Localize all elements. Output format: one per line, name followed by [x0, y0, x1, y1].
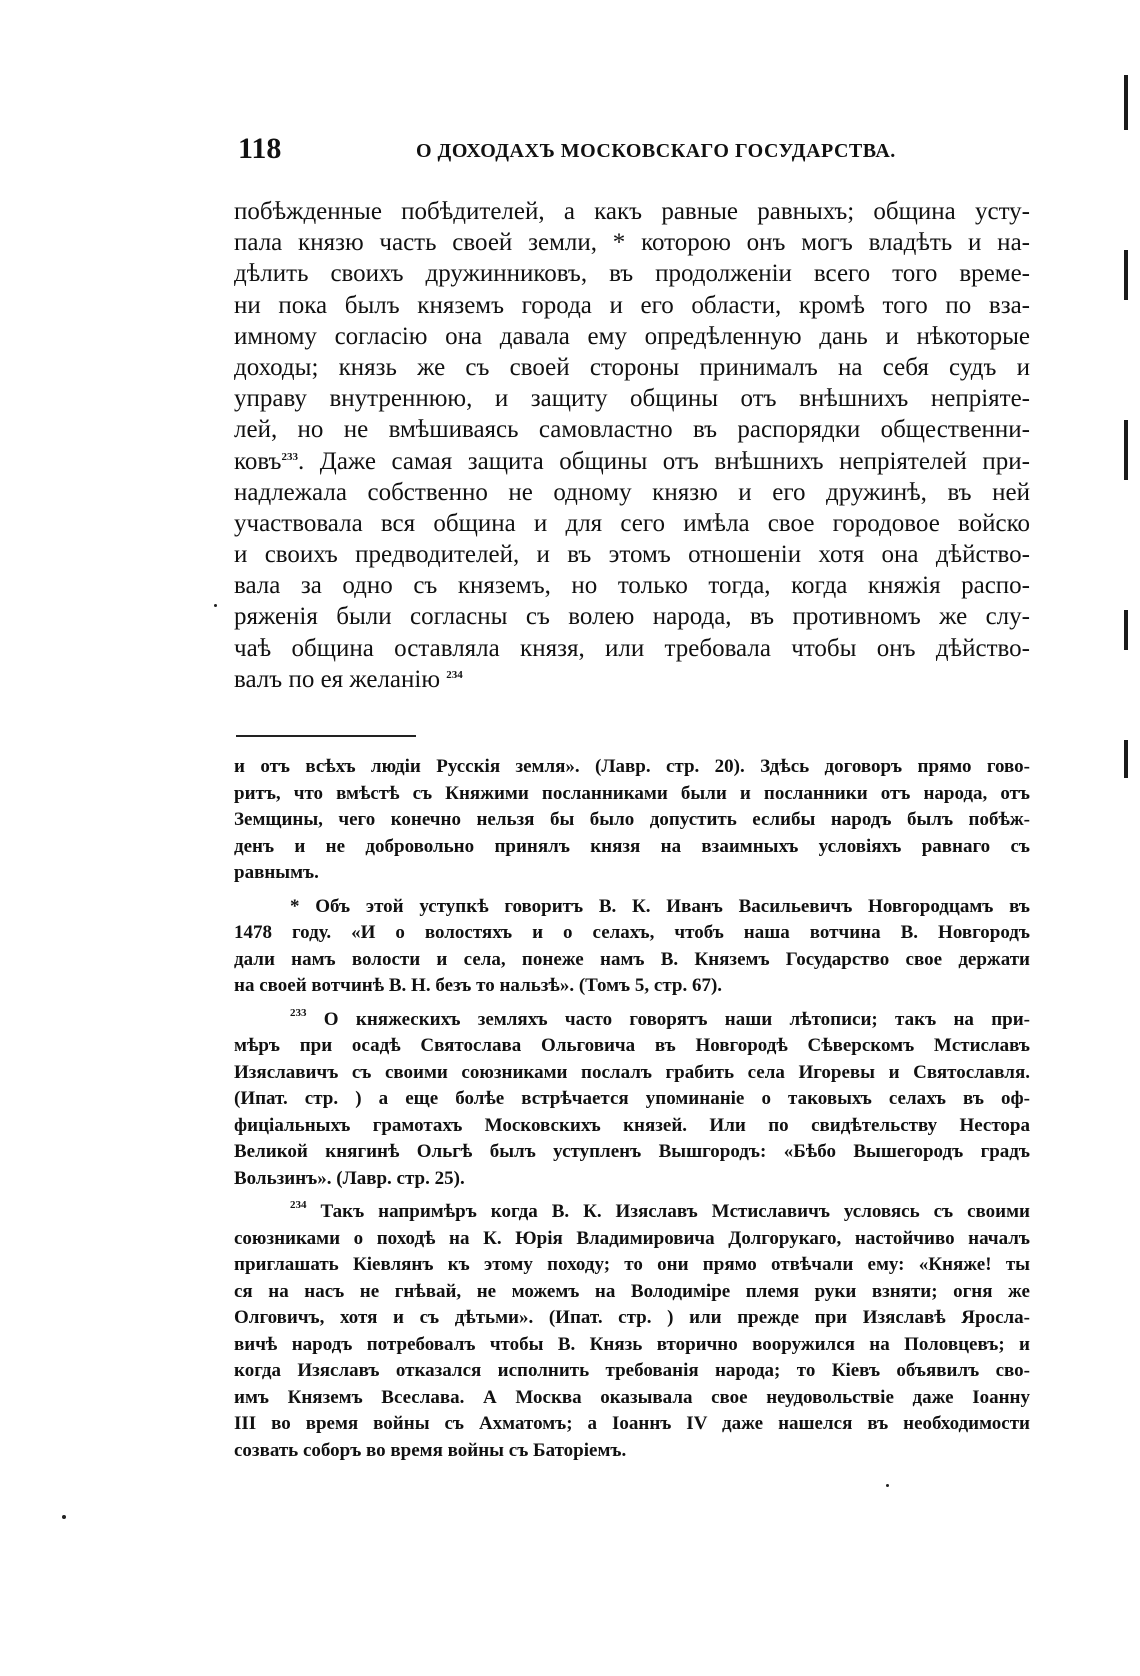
running-head: О ДОХОДАХЪ МОСКОВСКАГО ГОСУДАРСТВА. [416, 140, 896, 162]
text-line: надлежала собственно не одному князю и его дружинѣ, въ ней [234, 478, 1030, 506]
page-header [238, 128, 1028, 168]
footnotes [234, 754, 1030, 1471]
scan-speck [886, 1484, 889, 1487]
footnote-ref-234: 234 [446, 668, 463, 681]
text-line: пала князю часть своей земли, * которою онъ могъ владѣть и на- [234, 229, 1030, 257]
text-line: участвовала вся община и для сего имѣла свое городовое войско [234, 509, 1030, 537]
footnote-line: ся на насъ не гнѣвай, не можемъ на Володиміре племя руки взняти; огня же [234, 1280, 1030, 1302]
footnote-line: равнымъ. [234, 862, 319, 883]
footnote-line: союзниками о походѣ на К. Юрія Владимировича Долгорукаго, настойчиво началъ [234, 1227, 1030, 1249]
footnote-ref-233: 233 [281, 450, 298, 463]
text-line: управу внутреннюю, и защиту общины отъ внѣшнихъ непріяте- [234, 385, 1030, 413]
footnote-line: * Объ этой уступкѣ говоритъ В. К. Иванъ Васильевичъ Новгородцамъ въ [290, 895, 1030, 917]
main-text [234, 196, 1030, 695]
scan-edge-mark [1124, 250, 1128, 300]
page-number: 118 [238, 132, 282, 165]
text-line: доходы; князь же съ своей стороны принималъ на себя судъ и [234, 353, 1030, 381]
scan-edge-mark [1124, 610, 1128, 650]
footnote-line: вичѣ народъ потребовалъ чтобы В. Князь вторично вооружился на Половцевъ; и [234, 1333, 1030, 1355]
text-fragment: валъ по ея желанію [234, 665, 441, 693]
text-line-with-ref [234, 446, 1030, 477]
text-line: лей, но не вмѣшиваясь самовластно въ распорядки общественни- [234, 416, 1030, 444]
footnote-line: Земщины, чего конечно нельзя бы было допустить еслибы народъ былъ побѣж- [234, 809, 1030, 830]
footnote-mark-234: 234 [290, 1199, 307, 1211]
text-line: ряженія были согласны съ волею народа, въ противномъ же слу- [234, 603, 1030, 631]
footnote-line: мѣръ при осадѣ Святослава Ольговича въ Новгородѣ Сѣверскомъ Мстиславъ [234, 1035, 1030, 1056]
footnote-line [234, 1199, 1030, 1226]
footnote-line: ритъ, что вмѣстѣ съ Княжими посланниками были и посланники отъ народа, отъ [234, 782, 1030, 804]
text-line: побѣжденные побѣдителей, а какъ равные равныхъ; община усту- [234, 198, 1030, 225]
text-fragment: ковъ [234, 447, 282, 475]
footnote-line: Изяславичъ съ своими союзниками послалъ грабить села Игоревы и Святославля. [234, 1061, 1030, 1083]
footnote-line: Великой княгинѣ Ольгѣ былъ уступленъ Вышгородъ: «Бѣбо Вышегородъ градъ [234, 1141, 1030, 1162]
footnote-line: созвать соборъ во время войны съ Баторіемъ. [234, 1439, 627, 1461]
text-line: дѣлить своихъ дружинниковъ, въ продолженіи всего того време- [234, 260, 1030, 288]
footnote-text: Такъ напримѣръ когда В. К. Изяславъ Мстиславичъ условясь съ своими [306, 1201, 1030, 1222]
footnote-line: дали намъ волости и села, понеже намъ В. Княземъ Государство свое держати [234, 948, 1030, 970]
footnote-line: 1478 году. «И о волостяхъ и о селахъ, чтобъ наша вотчина В. Новгородъ [234, 922, 1030, 943]
text-fragment: . Даже самая защита общины отъ внѣшнихъ непріятелей при- [298, 447, 1030, 475]
text-line: чаѣ община оставляла князя, или требовала чтобы онъ дѣйство- [234, 634, 1030, 662]
scan-speck [62, 1515, 66, 1519]
footnote-asterisk [234, 894, 1030, 1000]
text-line-with-ref [234, 664, 1030, 695]
footnote-line: Вользинъ». (Лавр. стр. 25). [234, 1167, 465, 1189]
text-line: и своихъ предводителей, и въ этомъ отношеніи хотя она дѣйство- [234, 541, 1030, 569]
footnote-line: на своей вотчинѣ В. Н. безъ то нальзѣ». (Томъ 5, стр. 67). [234, 975, 723, 996]
footnote-line: когда Изяславъ отказался исполнить требованія народа; то Кіевъ объявилъ сво- [234, 1360, 1030, 1381]
footnote-mark-233: 233 [290, 1006, 307, 1019]
footnote-line: фиціальныхъ грамотахъ Московскихъ князей. Или по свидѣтельству Нестора [234, 1114, 1030, 1136]
footnote-text: О княжескихъ земляхъ часто говорятъ наши лѣтописи; такъ на при- [306, 1008, 1030, 1030]
footnote-line: и отъ всѣхъ людіи Русскія земля». (Лавр. стр. 20). Здѣсь договоръ прямо гово- [234, 756, 1030, 777]
footnote-line: III во время войны съ Ахматомъ; а Іоаннъ IV даже нашелся въ необходимости [234, 1413, 1030, 1434]
scan-edge-mark [1124, 740, 1128, 778]
footnote-line: имъ Княземъ Всеслава. А Москва оказывала свое неудовольствіе даже Іоанну [234, 1386, 1030, 1408]
text-line: вала за одно съ княземъ, но только тогда, когда княжія распо- [234, 572, 1030, 600]
footnote-line: Олговичъ, хотя и съ дѣтьми». (Ипат. стр. ) или прежде при Изяславѣ Яросла- [234, 1307, 1030, 1328]
footnote-divider [236, 735, 416, 737]
footnote-234 [234, 1199, 1030, 1464]
footnote-line [234, 1007, 1030, 1034]
scan-edge-mark [1124, 75, 1128, 130]
text-line: ни пока былъ княземъ города и его области, кромѣ того по вза- [234, 291, 1030, 319]
footnote-continuation [234, 754, 1030, 887]
scan-speck [214, 604, 217, 607]
text-line: имному согласію она давала ему опредѣленную дань и нѣкоторые [234, 322, 1030, 350]
footnote-line: приглашать Кіевлянъ къ этому походу; то они прямо отвѣчали ему: «Княже! ты [234, 1254, 1030, 1275]
footnote-line: (Ипат. стр. ) а еще болѣе встрѣчается упоминаніе о таковыхъ селахъ въ оф- [234, 1088, 1030, 1109]
footnote-233 [234, 1007, 1030, 1193]
footnote-line: денъ и не добровольно принялъ князя на взаимныхъ условіяхъ равнаго съ [234, 835, 1030, 857]
scan-edge-mark [1124, 420, 1128, 480]
